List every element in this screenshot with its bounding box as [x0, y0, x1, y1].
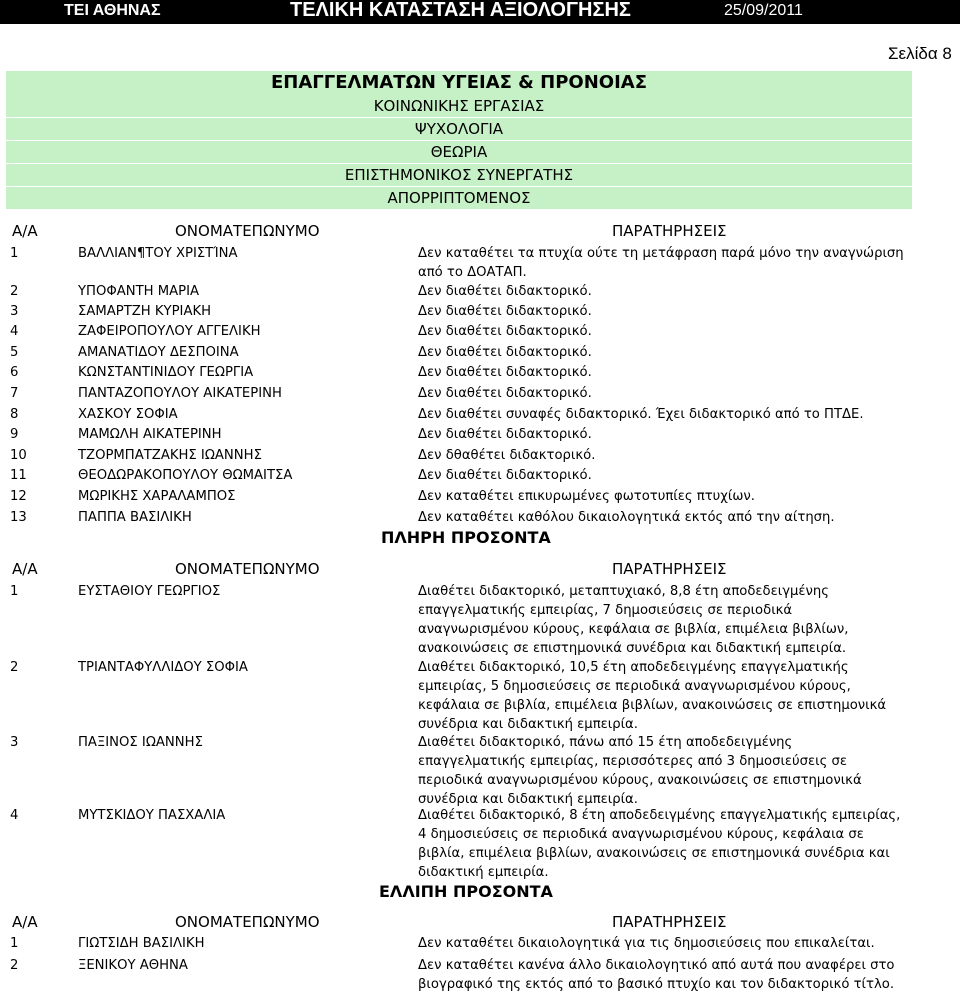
col-aa: Α/Α	[12, 222, 38, 240]
row-number: 5	[10, 345, 19, 360]
section-full-qualifications: ΠΛΗΡΗ ΠΡΟΣΟΝΤΑ	[381, 528, 551, 547]
row-number: 4	[10, 324, 19, 339]
row-name: ΠΑΞΙΝΟΣ ΙΩΑΝΝΗΣ	[78, 735, 203, 750]
row-number: 11	[10, 468, 27, 483]
row-remark: Δεν διαθέτει διδακτορικό.	[418, 427, 592, 442]
row-number: 12	[10, 489, 27, 504]
row-remark: Δεν διαθέτει διδακτορικό.	[418, 324, 592, 339]
row-name: ΓΙΩΤΣΙΔΗ ΒΑΣΙΛΙΚΗ	[78, 936, 205, 951]
col-name: ΟΝΟΜΑΤΕΠΩΝΥΜΟ	[175, 560, 320, 578]
row-number: 2	[10, 660, 19, 675]
col-aa: Α/Α	[12, 560, 38, 578]
row-name: ΞΕΝΙΚΟΥ ΑΘΗΝΑ	[78, 958, 188, 973]
row-name: ΖΑΦΕΙΡΟΠΟΥΛΟΥ ΑΓΓΕΛΙΚΗ	[78, 324, 261, 339]
row-name: ΤΖΟΡΜΠΑΤΖΑΚΗΣ ΙΩΑΝΝΗΣ	[78, 448, 262, 463]
row-name: ΤΡΙΑΝΤΑΦΥΛΛΙΔΟΥ ΣΟΦΙΑ	[78, 660, 248, 675]
row-number: 1	[10, 584, 19, 599]
row-number: 1	[10, 246, 19, 261]
category-type: ΘΕΩΡΙΑ	[6, 141, 912, 164]
row-name: ΘΕΟΔΩΡΑΚΟΠΟΥΛΟΥ ΘΩΜΑΙΤΣΑ	[78, 468, 293, 483]
row-remark: Δεν διαθέτει διδακτορικό.	[418, 365, 592, 380]
category-department: ΕΠΑΓΓΕΛΜΑΤΩΝ ΥΓΕΙΑΣ & ΠΡΟΝΟΙΑΣ	[6, 71, 912, 96]
category-status: ΑΠΟΡΡΙΠΤΟΜΕΝΟΣ	[6, 187, 912, 210]
row-name: ΧΑΣΚΟΥ ΣΟΦΙΑ	[78, 407, 178, 422]
row-number: 2	[10, 958, 19, 973]
row-name: ΕΥΣΤΑΘΙΟΥ ΓΕΩΡΓΙΟΣ	[78, 584, 221, 599]
row-remark: Δεν διαθέτει διδακτορικό.	[418, 304, 592, 319]
report-title: ΤΕΛΙΚΗ ΚΑΤΑΣΤΑΣΗ ΑΞΙΟΛΟΓΗΣΗΣ	[290, 0, 631, 21]
category-subject: ΨΥΧΟΛΟΓΙΑ	[6, 118, 912, 141]
report-date: 25/09/2011	[724, 2, 803, 19]
section-missing-qualifications: ΕΛΛΙΠΗ ΠΡΟΣΟΝΤΑ	[379, 882, 553, 901]
row-remark: Διαθέτει διδακτορικό, πάνω από 15 έτη αποδεδειγμένης επαγγελματικής εμπειρίας, περισσότερες από 3 δημοσιεύσεις σε περιοδικά αναγνωρισμένου κύρους, ανακοινώσεις σε επιστημονικά συνέδρια και διδακτική εμπειρία.	[418, 735, 862, 807]
row-remark: Δεν καταθέτει τα πτυχία ούτε τη μετάφραση παρά μόνο την αναγνώριση από το ΔΟΑΤΑΠ.	[418, 246, 904, 280]
row-name: ΜΑΜΩΛΗ ΑΙΚΑΤΕΡΙΝΗ	[78, 427, 222, 442]
row-remark: Διαθέτει διδακτορικό, μεταπτυχιακό, 8,8 έτη αποδεδειγμένης επαγγελματικής εμπειρίας, 7 δημοσιεύσεις σε περιοδικά αναγνωρισμένου κύρους, κεφάλαια σε βιβλία, επιμέλεια βιβλίων, ανακοινώσεις σε επιστημονικά συνέδρια και διδακτική εμπειρία.	[418, 584, 849, 656]
row-remark: Δεν καταθέτει επικυρωμένες φωτοτυπίες πτυχίων.	[418, 489, 755, 504]
category-position: ΕΠΙΣΤΗΜΟΝΙΚΟΣ ΣΥΝΕΡΓΑΤΗΣ	[6, 164, 912, 187]
row-number: 3	[10, 304, 19, 319]
row-name: ΑΜΑΝΑΤΙΔΟΥ ΔΕΣΠΟΙΝΑ	[78, 345, 239, 360]
row-number: 4	[10, 808, 19, 823]
col-remarks: ΠΑΡΑΤΗΡΗΣΕΙΣ	[612, 560, 727, 578]
row-number: 6	[10, 365, 19, 380]
row-remark: Διαθέτει διδακτορικό, 10,5 έτη αποδεδειγμένης επαγγελματικής εμπειρίας, 5 δημοσιεύσεις σε περιοδικά αναγνωρισμένου κύρους, κεφάλαια σε βιβλία, επιμέλεια βιβλίων, ανακοινώσεις σε επιστημονικά συνέδρια και διδακτική εμπειρία.	[418, 660, 887, 732]
row-number: 10	[10, 448, 27, 463]
col-name: ΟΝΟΜΑΤΕΠΩΝΥΜΟ	[175, 222, 320, 240]
col-remarks: ΠΑΡΑΤΗΡΗΣΕΙΣ	[612, 913, 727, 931]
row-name: ΜΩΡΙΚΗΣ ΧΑΡΑΛΑΜΠΟΣ	[78, 489, 236, 504]
row-remark: Δεν καταθέτει καθόλου δικαιολογητικά εκτός από την αίτηση.	[418, 510, 835, 525]
row-name: ΜΥΤΣΚΙΔΟΥ ΠΑΣΧΑΛΙΑ	[78, 808, 226, 823]
row-remark: Δεν διαθέτει διδακτορικό.	[418, 468, 592, 483]
row-number: 13	[10, 510, 27, 525]
row-remark: Δεν καταθέτει δικαιολογητικά για τις δημοσιεύσεις που επικαλείται.	[418, 936, 875, 951]
row-name: ΠΑΝΤΑΖΟΠΟΥΛΟΥ ΑΙΚΑΤΕΡΙΝΗ	[78, 386, 282, 401]
row-remark: Δεν διαθέτει διδακτορικό.	[418, 386, 592, 401]
row-name: ΥΠΟΦΑΝΤΗ ΜΑΡΙΑ	[78, 284, 200, 299]
row-remark: Δεν διαθέτει διδακτορικό.	[418, 284, 592, 299]
row-remark: Δεν διαθέτει συναφές διδακτορικό. Έχει διδακτορικό από το ΠΤΔΕ.	[418, 407, 864, 422]
row-number: 1	[10, 936, 19, 951]
row-remark: Δεν διαθέτει διδακτορικό.	[418, 345, 592, 360]
row-number: 9	[10, 427, 19, 442]
col-name: ΟΝΟΜΑΤΕΠΩΝΥΜΟ	[175, 913, 320, 931]
row-number: 7	[10, 386, 19, 401]
row-name: ΣΑΜΑΡΤΖΗ ΚΥΡΙΑΚΗ	[78, 304, 212, 319]
row-remark: Διαθέτει διδακτορικό, 8 έτη αποδεδειγμένης επαγγελματικής εμπειρίας, 4 δημοσιεύσεις σε περιοδικά αναγνωρισμένου κύρους, κεφάλαια σε βιβλία, επιμέλεια βιβλίων, ανακοινώσεις σε επιστημονικά συνέδρια και διδακτική εμπειρία.	[418, 808, 901, 880]
row-name: ΠΑΠΠΑ ΒΑΣΙΛΙΚΗ	[78, 510, 192, 525]
row-name: ΒΑΛΛΙΑΝ¶ΤΟΥ ΧΡΙΣΤΊΝΑ	[78, 246, 238, 261]
report-header-bar	[0, 0, 960, 24]
row-name: ΚΩΝΣΤΑΝΤΙΝΙΔΟΥ ΓΕΩΡΓΙΑ	[78, 365, 254, 380]
col-aa: Α/Α	[12, 913, 38, 931]
page-number: Σελίδα 8	[888, 44, 952, 63]
row-number: 8	[10, 407, 19, 422]
row-number: 2	[10, 284, 19, 299]
institution-name: ΤΕΙ ΑΘΗΝΑΣ	[64, 2, 161, 19]
row-remark: Δεν καταθέτει κανένα άλλο δικαιολογητικό από αυτά που αναφέρει στο βιογραφικό της εκτός από το βασικό πτυχίο και τον διδακτορικό τίτλο.	[418, 958, 895, 992]
row-number: 3	[10, 735, 19, 750]
col-remarks: ΠΑΡΑΤΗΡΗΣΕΙΣ	[612, 222, 727, 240]
category-program: ΚΟΙΝΩΝΙΚΗΣ ΕΡΓΑΣΙΑΣ	[6, 95, 912, 118]
row-remark: Δεν δθαθέτει διδακτορικό.	[418, 448, 596, 463]
